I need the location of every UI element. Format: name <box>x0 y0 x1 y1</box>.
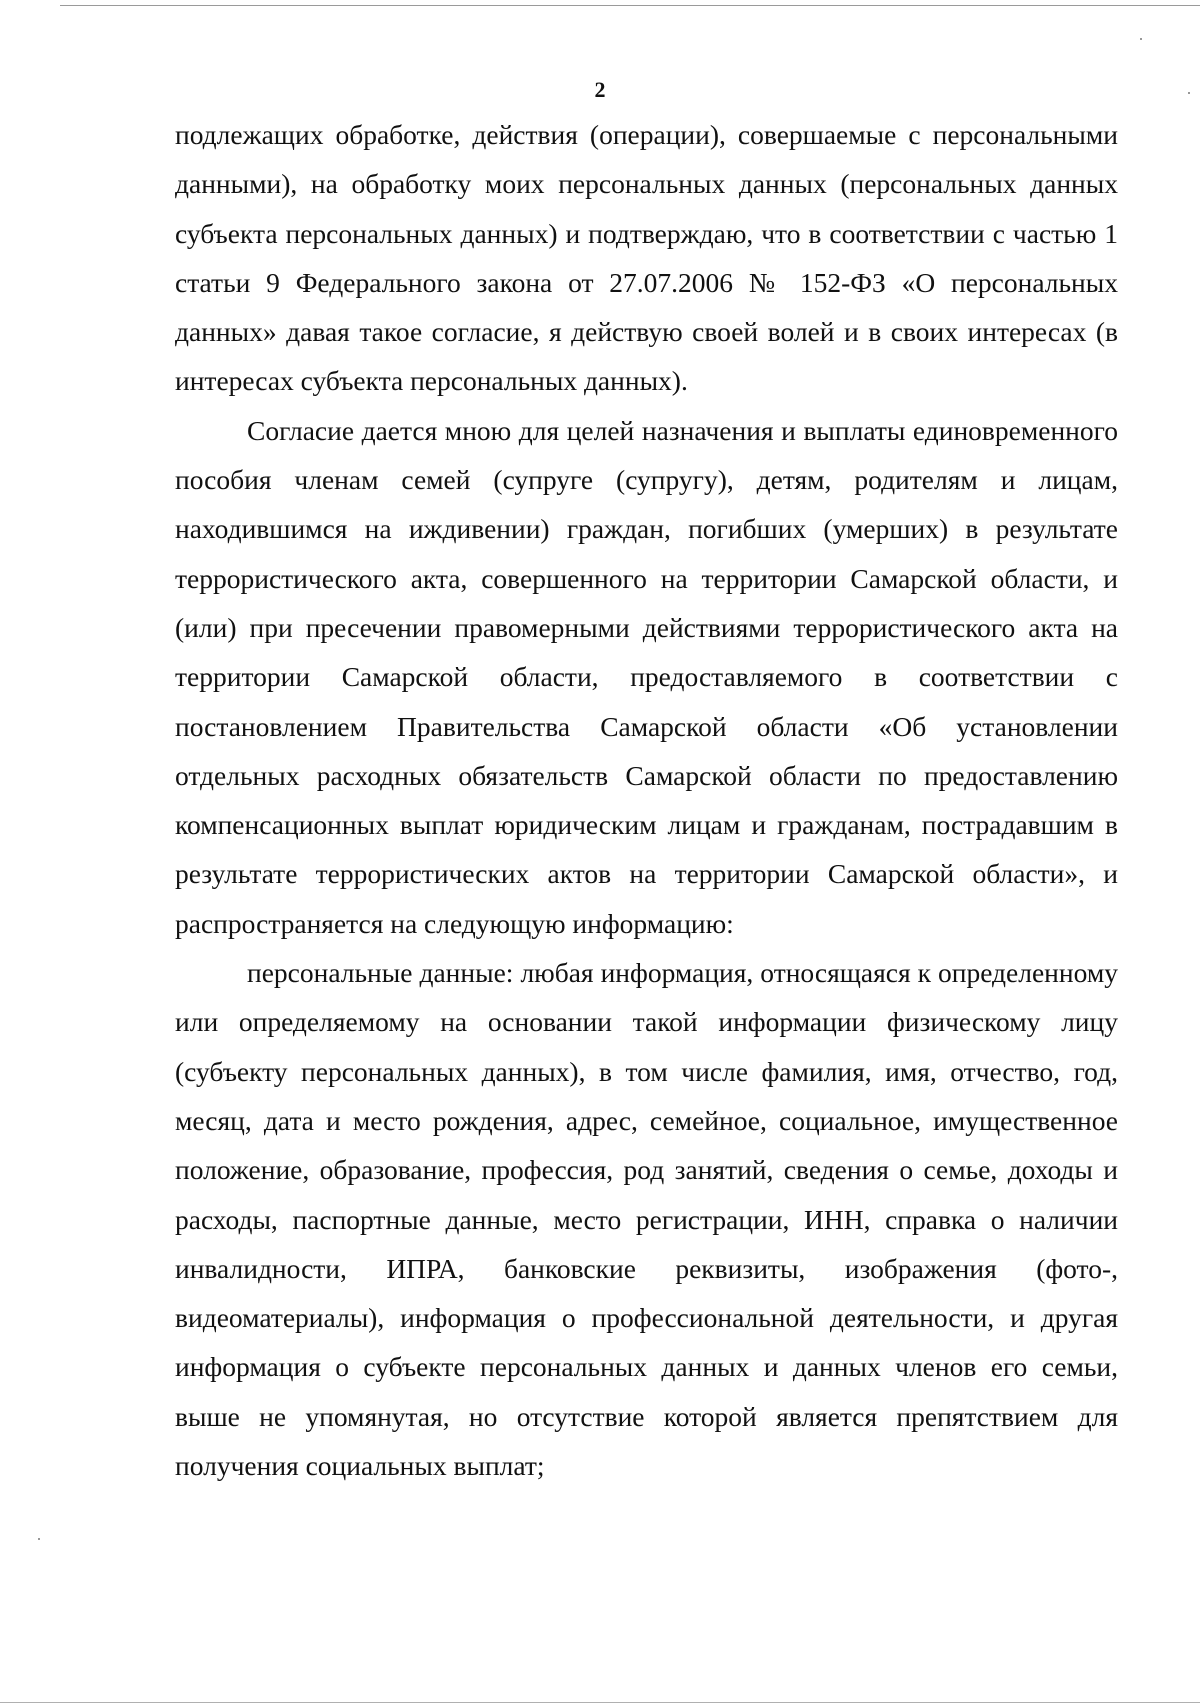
page-number: 2 <box>594 77 606 102</box>
scan-edge-top <box>60 5 1200 6</box>
paragraph-consent-intro: подлежащих обработке, действия (операции), совершаемые с персональными данными), на обработку моих персональных данных (персональных данных субъекта персональных данных) и подтверждаю, что в соответствии с частью 1 статьи 9 Федерального закона от 27.07.2006 № 152-ФЗ «О персональных данных» давая такое согласие, я действую своей волей и в своих интересах (в интересах субъекта персональных данных). <box>175 119 1118 397</box>
paragraph-personal-data-definition: персональные данные: любая информация, относящаяся к определенному или определяемому на основании такой информации физическому лицу (субъекту персональных данных), в том числе фамилия, имя, отчество, год, месяц, дата и место рождения, адрес, семейное, социальное, имущественное положение, образование, профессия, род занятий, сведения о семье, доходы и расходы, паспортные данные, место регистрации, ИНН, справка о наличии инвалидности, ИПРА, банковские реквизиты, изображения (фото-, видеоматериалы), информация о профессиональной деятельности, и другая информация о субъекте персональных данных и данных членов его семьи, выше не упомянутая, но отсутствие которой является препятствием для получения социальных выплат; <box>175 957 1118 1482</box>
scan-speck <box>38 1538 40 1540</box>
paragraph-consent-purpose: Согласие дается мною для целей назначения и выплаты единовременного пособия членам семей (супруге (супругу), детям, родителям и лицам, находившимся на иждивении) граждан, погибших (умерших) в результате террористического акта, совершенного на территории Самарской области, и (или) при пресечении правомерными действиями террористического акта на территории Самарской области, предоставляемого в соответствии с постановлением Правительства Самарской области «Об установлении отдельных расходных обязательств Самарской области по предоставлению компенсационных выплат юридическим лицам и гражданам, пострадавшим в результате террористических актов на территории Самарской области», и распространяется на следующую информацию: <box>175 414 1118 939</box>
document-body <box>175 110 1118 1490</box>
scan-edge-bottom <box>0 1702 1200 1703</box>
scan-speck <box>1140 38 1142 40</box>
